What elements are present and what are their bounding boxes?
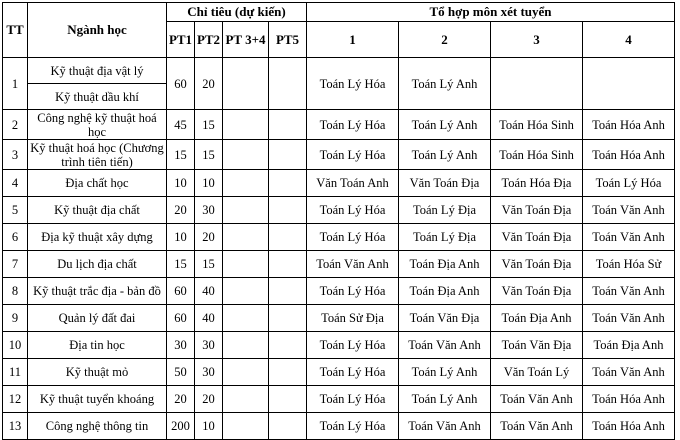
row-combo-1: Toán Sử Địa — [307, 305, 399, 332]
row-pt2: 15 — [195, 110, 223, 140]
row-tt: 4 — [3, 170, 28, 197]
row-combo-1: Văn Toán Anh — [307, 170, 399, 197]
row-pt1: 20 — [167, 197, 195, 224]
row-pt5 — [269, 359, 307, 386]
header-major: Ngành học — [28, 3, 167, 58]
row-pt5 — [269, 58, 307, 110]
row-combo-1: Toán Lý Hóa — [307, 332, 399, 359]
row-pt1: 45 — [167, 110, 195, 140]
row-major: Kỹ thuật mỏ — [28, 359, 167, 386]
row-combo-3: Toán Văn Địa — [491, 332, 583, 359]
row-pt5 — [269, 278, 307, 305]
row-major: Quản lý đất đai — [28, 305, 167, 332]
row-pt2: 15 — [195, 140, 223, 170]
row-tt: 6 — [3, 224, 28, 251]
row-pt34 — [223, 58, 269, 110]
row-combo-3: Toán Văn Anh — [491, 386, 583, 413]
row-combo-3: Toán Hóa Địa — [491, 170, 583, 197]
row-major: Công nghệ kỹ thuật hoá học — [28, 110, 167, 140]
row-tt: 2 — [3, 110, 28, 140]
row-tt: 9 — [3, 305, 28, 332]
row-major: Kỹ thuật địa chất — [28, 197, 167, 224]
row-major: Du lịch địa chất — [28, 251, 167, 278]
row-combo-4: Toán Văn Anh — [583, 197, 675, 224]
row-pt1: 20 — [167, 386, 195, 413]
row-pt2: 10 — [195, 170, 223, 197]
header-pt5: PT5 — [269, 22, 307, 58]
row-major: Kỹ thuật tuyển khoáng — [28, 386, 167, 413]
row-pt5 — [269, 413, 307, 440]
row-combo-1: Toán Lý Hóa — [307, 359, 399, 386]
header-quota: Chỉ tiêu (dự kiến) — [167, 3, 307, 22]
row-major: Địa tin học — [28, 332, 167, 359]
row-pt5 — [269, 110, 307, 140]
row-pt5 — [269, 140, 307, 170]
row-pt34 — [223, 197, 269, 224]
row-combo-3: Toán Văn Anh — [491, 413, 583, 440]
row-pt1: 60 — [167, 305, 195, 332]
row-combo-2: Toán Lý Anh — [399, 58, 491, 110]
row-combo-3: Văn Toán Địa — [491, 224, 583, 251]
row-combo-2: Toán Văn Anh — [399, 332, 491, 359]
row-pt2: 20 — [195, 386, 223, 413]
header-pt1: PT1 — [167, 22, 195, 58]
row-tt: 12 — [3, 386, 28, 413]
row-combo-4: Toán Văn Anh — [583, 359, 675, 386]
row-tt: 11 — [3, 359, 28, 386]
row-combo-4: Toán Hóa Sử — [583, 251, 675, 278]
header-combo-4: 4 — [583, 22, 675, 58]
row-pt5 — [269, 305, 307, 332]
row-pt34 — [223, 170, 269, 197]
row-major: Kỹ thuật trắc địa - bản đồ — [28, 278, 167, 305]
row-major: Kỹ thuật địa vật lý — [28, 58, 167, 84]
row-combo-2: Toán Địa Anh — [399, 278, 491, 305]
row-combo-1: Toán Lý Hóa — [307, 224, 399, 251]
row-pt1: 30 — [167, 332, 195, 359]
header-combo-3: 3 — [491, 22, 583, 58]
row-combo-2: Toán Lý Anh — [399, 386, 491, 413]
row-tt: 3 — [3, 140, 28, 170]
row-combo-2: Toán Địa Anh — [399, 251, 491, 278]
row-combo-1: Toán Lý Hóa — [307, 197, 399, 224]
row-combo-4: Toán Văn Anh — [583, 224, 675, 251]
row-combo-1: Toán Lý Hóa — [307, 278, 399, 305]
row-pt34 — [223, 251, 269, 278]
header-combo-2: 2 — [399, 22, 491, 58]
row-pt1: 50 — [167, 359, 195, 386]
row-pt1: 60 — [167, 58, 195, 110]
row-combo-4: Toán Hóa Anh — [583, 386, 675, 413]
row-pt1: 15 — [167, 140, 195, 170]
row-combo-2: Toán Lý Địa — [399, 224, 491, 251]
row-combo-4: Toán Lý Hóa — [583, 170, 675, 197]
row-tt: 1 — [3, 58, 28, 110]
row-major: Địa chất học — [28, 170, 167, 197]
row-pt34 — [223, 110, 269, 140]
row-combo-3: Văn Toán Địa — [491, 278, 583, 305]
row-pt5 — [269, 251, 307, 278]
row-pt2: 40 — [195, 305, 223, 332]
row-pt34 — [223, 224, 269, 251]
row-combo-2: Toán Lý Anh — [399, 359, 491, 386]
row-pt1: 15 — [167, 251, 195, 278]
row-combo-3 — [491, 58, 583, 110]
row-combo-3: Toán Địa Anh — [491, 305, 583, 332]
row-combo-1: Toán Lý Hóa — [307, 413, 399, 440]
row-pt2: 10 — [195, 413, 223, 440]
row-combo-2: Toán Văn Anh — [399, 413, 491, 440]
row-combo-4: Toán Văn Anh — [583, 278, 675, 305]
row-combo-3: Toán Hóa Sinh — [491, 110, 583, 140]
row-combo-2: Toán Lý Địa — [399, 197, 491, 224]
row-combo-3: Văn Toán Lý — [491, 359, 583, 386]
row-tt: 10 — [3, 332, 28, 359]
row-combo-1: Toán Lý Hóa — [307, 110, 399, 140]
row-major: Địa kỹ thuật xây dựng — [28, 224, 167, 251]
row-tt: 7 — [3, 251, 28, 278]
row-pt34 — [223, 278, 269, 305]
header-pt34-label: PT 3+4 — [225, 31, 266, 47]
row-combo-2: Toán Lý Anh — [399, 110, 491, 140]
row-combo-1: Toán Văn Anh — [307, 251, 399, 278]
row-pt2: 30 — [195, 332, 223, 359]
row-combo-2: Toán Văn Địa — [399, 305, 491, 332]
row-combo-4: Toán Hóa Anh — [583, 140, 675, 170]
row-tt: 8 — [3, 278, 28, 305]
row-combo-1: Toán Lý Hóa — [307, 58, 399, 110]
row-pt2: 30 — [195, 197, 223, 224]
row-combo-2: Văn Toán Địa — [399, 170, 491, 197]
row-pt1: 60 — [167, 278, 195, 305]
row-combo-4: Toán Địa Anh — [583, 332, 675, 359]
row-pt5 — [269, 386, 307, 413]
row-pt5 — [269, 224, 307, 251]
row-tt: 13 — [3, 413, 28, 440]
header-pt34 — [223, 22, 269, 58]
row-combo-1: Toán Lý Hóa — [307, 386, 399, 413]
row-pt34 — [223, 332, 269, 359]
header-combos: Tổ hợp môn xét tuyển — [307, 3, 675, 22]
header-tt: TT — [3, 3, 28, 58]
row-pt1: 200 — [167, 413, 195, 440]
row-combo-4: Toán Hóa Anh — [583, 110, 675, 140]
row-major: Kỹ thuật hoá học (Chương trình tiên tiến) — [28, 140, 167, 170]
row-pt2: 20 — [195, 224, 223, 251]
row-pt2: 20 — [195, 58, 223, 110]
row-tt: 5 — [3, 197, 28, 224]
row-pt5 — [269, 332, 307, 359]
row-pt2: 15 — [195, 251, 223, 278]
row-major-2: Kỹ thuật dầu khí — [28, 84, 167, 110]
row-combo-3: Văn Toán Địa — [491, 251, 583, 278]
row-combo-1: Toán Lý Hóa — [307, 140, 399, 170]
row-pt34 — [223, 305, 269, 332]
row-pt34 — [223, 359, 269, 386]
row-combo-3: Văn Toán Địa — [491, 197, 583, 224]
row-pt2: 30 — [195, 359, 223, 386]
row-pt2: 40 — [195, 278, 223, 305]
row-combo-4: Toán Văn Anh — [583, 305, 675, 332]
row-pt34 — [223, 140, 269, 170]
row-pt5 — [269, 170, 307, 197]
row-combo-3: Toán Hóa Sinh — [491, 140, 583, 170]
row-pt1: 10 — [167, 170, 195, 197]
row-combo-2: Toán Lý Anh — [399, 140, 491, 170]
header-pt2: PT2 — [195, 22, 223, 58]
admissions-table — [2, 2, 675, 440]
row-major: Công nghệ thông tin — [28, 413, 167, 440]
row-pt5 — [269, 197, 307, 224]
row-combo-4 — [583, 58, 675, 110]
row-combo-4: Toán Hóa Anh — [583, 413, 675, 440]
row-pt34 — [223, 386, 269, 413]
header-combo-1: 1 — [307, 22, 399, 58]
row-pt1: 10 — [167, 224, 195, 251]
row-pt34 — [223, 413, 269, 440]
